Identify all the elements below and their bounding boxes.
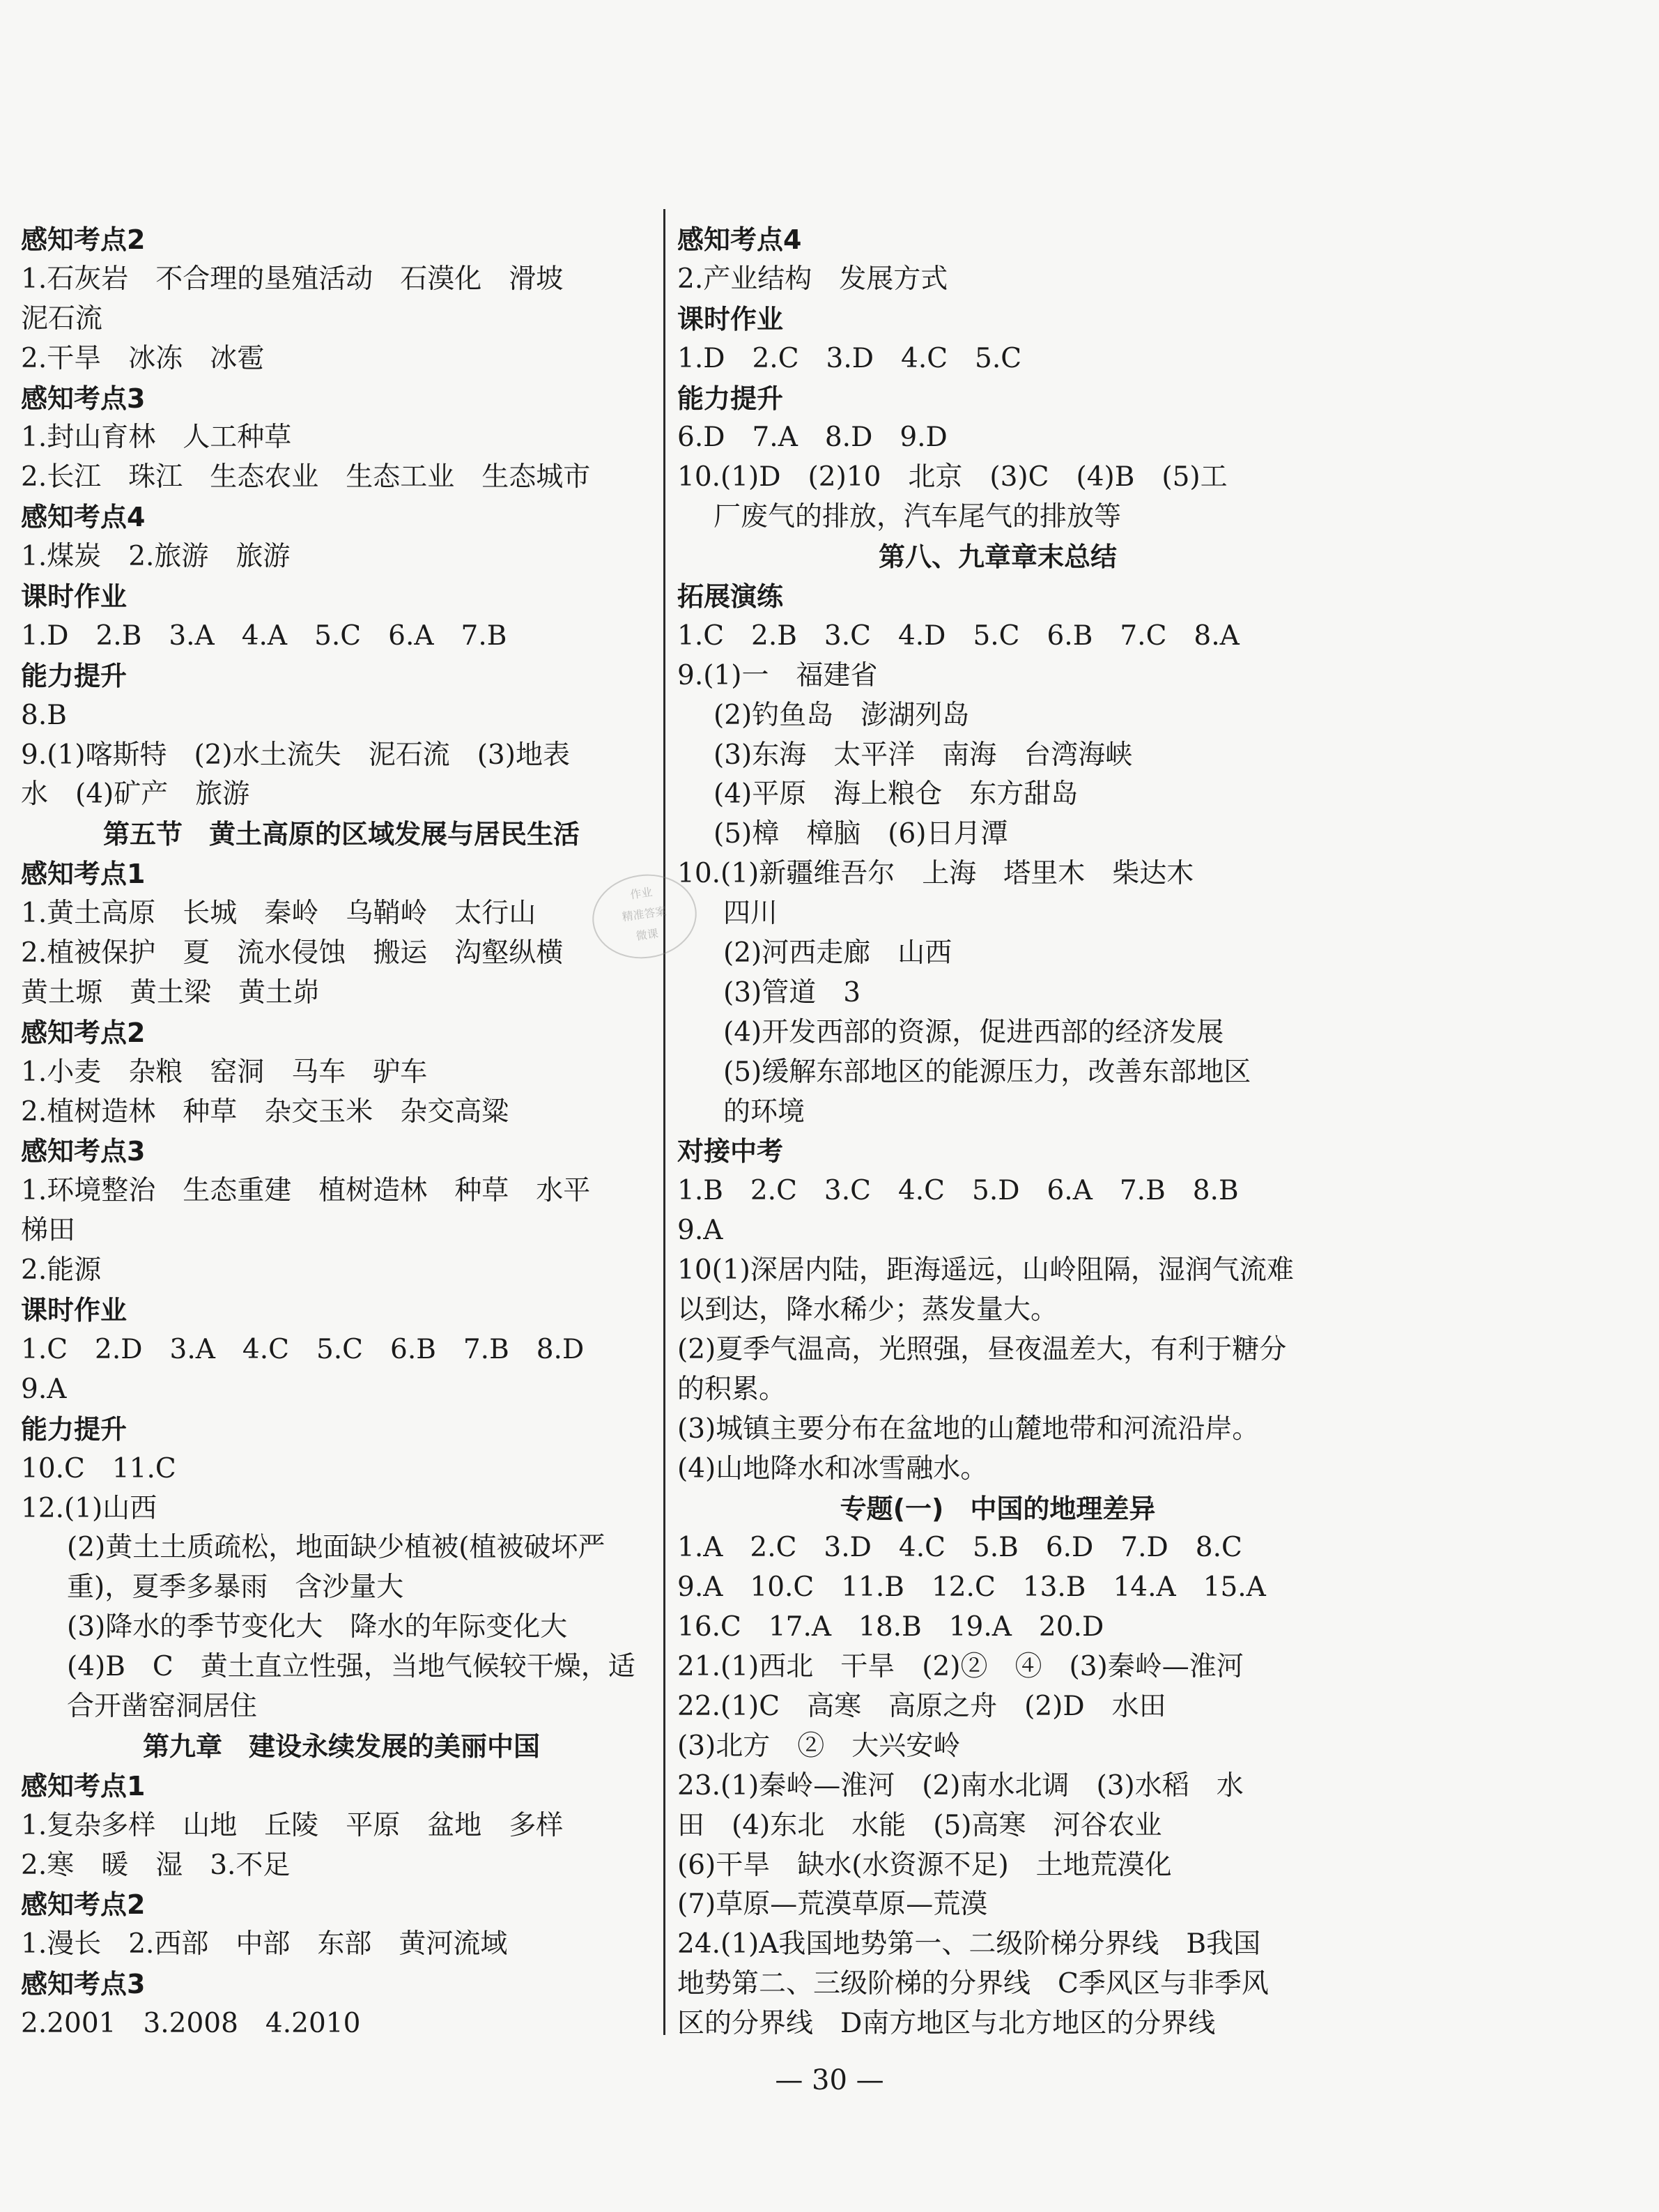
answer-line: (3)城镇主要分布在盆地的山麓地带和河流沿岸。 [677,1413,1260,1445]
left-answer-column [21,220,662,2044]
answer-line: 1.D 2.B 3.A 4.A 5.C 6.A 7.B [21,620,507,652]
answer-line: 黄土塬 黄土梁 黄土峁 [21,976,321,1008]
answer-line: (3)东海 太平洋 南海 台湾海峡 [713,739,1133,771]
answer-line: 10.(1)D (2)10 北京 (3)C (4)B (5)工 [677,461,1228,493]
answer-line: (5)缓解东部地区的能源压力，改善东部地区 [723,1056,1251,1088]
section-heading: 感知考点1 [21,1770,146,1802]
answer-line: 1.封山育林 人工种草 [21,422,292,454]
answer-line: (3)降水的季节变化大 降水的年际变化大 [67,1611,568,1643]
answer-line: 1.漫长 2.西部 中部 东部 黄河流域 [21,1928,508,1960]
answer-line: 2.2001 3.2008 4.2010 [21,2008,361,2040]
answer-line: 16.C 17.A 18.B 19.A 20.D [677,1611,1104,1643]
answer-line: 泥石流 [21,302,103,335]
section-heading: 感知考点2 [21,1889,146,1921]
answer-line: 1.C 2.B 3.C 4.D 5.C 6.B 7.C 8.A [677,620,1240,652]
answer-line: (4)平原 海上粮仓 东方甜岛 [713,778,1079,811]
answer-line: 厂废气的排放，汽车尾气的排放等 [713,501,1122,533]
answer-line: 1.煤炭 2.旅游 旅游 [21,541,291,573]
answer-line: (4)山地降水和冰雪融水。 [677,1452,988,1484]
chapter-title: 第五节 黄土高原的区域发展与居民生活 [102,819,580,850]
answer-line: 21.(1)西北 干旱 (2)② ④ (3)秦岭—淮河 [677,1651,1244,1683]
section-heading: 能力提升 [677,383,784,414]
answer-line: 6.D 7.A 8.D 9.D [677,422,948,454]
answer-line: 2.干旱 冰冻 冰雹 [21,342,265,374]
answer-line: 1.黄土高原 长城 秦岭 乌鞘岭 太行山 [21,898,537,930]
answer-line: 23.(1)秦岭—淮河 (2)南水北调 (3)水稻 水 [677,1769,1244,1802]
section-heading: 感知考点4 [677,224,802,255]
answer-line: 24.(1)A我国地势第一、二级阶梯分界线 B我国 [677,1928,1261,1960]
answer-line: 1.D 2.C 3.D 4.C 5.C [677,342,1022,374]
answer-line: 重)，夏季多暴雨 含沙量大 [67,1572,404,1604]
answer-line: 2.植被保护 夏 流水侵蚀 搬运 沟壑纵横 [21,937,564,969]
section-heading: 感知考点3 [21,1969,146,2000]
right-answer-column [677,220,1318,2044]
answer-line: (2)钓鱼岛 澎湖列岛 [713,699,970,731]
stamp-line: 精准答案 [621,904,668,924]
answer-line: 9.A [677,1215,723,1247]
section-heading: 感知考点2 [21,224,146,255]
chapter-title: 第八、九章章末总结 [878,542,1117,573]
answer-line: 2.长江 珠江 生态农业 生态工业 生态城市 [21,461,591,493]
answer-line: 22.(1)C 高寒 高原之舟 (2)D 水田 [677,1690,1166,1722]
answer-line: 1.环境整治 生态重建 植树造林 种草 水平 [21,1175,591,1207]
answer-line: 10.(1)新疆维吾尔 上海 塔里木 柴达木 [677,858,1194,890]
answer-line: 1.复杂多样 山地 丘陵 平原 盆地 多样 [21,1809,564,1841]
section-heading: 感知考点3 [21,1136,146,1167]
answer-line: 2.寒 暖 湿 3.不足 [21,1849,291,1881]
answer-line: 1.A 2.C 3.D 4.C 5.B 6.D 7.D 8.C [677,1532,1242,1564]
answer-line: (7)草原—荒漠草原—荒漠 [677,1889,988,1921]
stamp-line: 作业 [629,885,654,902]
answer-line: 12.(1)山西 [21,1492,157,1524]
answer-line: 的环境 [723,1096,805,1128]
answer-line: 1.B 2.C 3.C 4.C 5.D 6.A 7.B 8.B [677,1175,1239,1207]
stamp-line: 微课 [635,926,659,943]
answer-line: 区的分界线 D南方地区与北方地区的分界线 [677,2008,1216,2040]
section-heading: 课时作业 [677,303,784,335]
answer-line: 2.产业结构 发展方式 [677,263,948,295]
answer-line: (3)管道 3 [723,976,861,1008]
chapter-title: 第九章 建设永续发展的美丽中国 [142,1730,540,1762]
section-heading: 课时作业 [21,581,128,613]
answer-line: 梯田 [21,1215,76,1247]
answer-line: (3)北方 ② 大兴安岭 [677,1730,961,1762]
answer-line: (6)干旱 缺水(水资源不足) 土地荒漠化 [677,1849,1172,1881]
section-heading: 能力提升 [21,660,128,691]
answer-line: (4)B C 黄土直立性强，当地气候较干燥，适 [67,1651,635,1683]
answer-line: 10(1)深居内陆，距海遥远，山岭阻隔，湿润气流难 [677,1254,1294,1287]
section-heading: 对接中考 [677,1136,784,1167]
section-heading: 感知考点3 [21,383,146,414]
section-heading: 感知考点4 [21,502,146,533]
answer-line: 田 (4)东北 水能 (5)高寒 河谷农业 [677,1809,1162,1841]
answer-line: (2)夏季气温高，光照强，昼夜温差大，有利于糖分 [677,1333,1287,1365]
page-number: — 30 — [775,2064,884,2096]
answer-line: 9.A 10.C 11.B 12.C 13.B 14.A 15.A [677,1572,1266,1604]
section-heading: 感知考点1 [21,859,146,890]
answer-line: 的积累。 [677,1373,787,1405]
answer-line: (2)河西走廊 山西 [723,937,952,969]
answer-line: 地势第二、三级阶梯的分界线 C季风区与非季风 [677,1968,1269,2000]
answer-line: 1.小麦 杂粮 窑洞 马车 驴车 [21,1056,428,1088]
answer-line: 9.(1)一 福建省 [677,659,878,691]
column-divider [663,209,665,2035]
section-heading: 课时作业 [21,1295,128,1326]
answer-line: 9.(1)喀斯特 (2)水土流失 泥石流 (3)地表 [21,739,570,771]
answer-line: 1.C 2.D 3.A 4.C 5.C 6.B 7.B 8.D [21,1333,585,1365]
section-heading: 感知考点2 [21,1017,146,1048]
answer-line: 水 (4)矿产 旅游 [21,778,250,811]
answer-line: 合开凿窑洞居住 [67,1690,258,1722]
answer-line: 2.植树造林 种草 杂交玉米 杂交高粱 [21,1096,509,1128]
answer-line: (2)黄土土质疏松，地面缺少植被(植被破坏严 [67,1532,605,1564]
section-heading: 拓展演练 [677,581,784,613]
chapter-title: 专题(一) 中国的地理差异 [840,1493,1156,1524]
answer-line: 1.石灰岩 不合理的垦殖活动 石漠化 滑坡 [21,263,564,295]
answer-line: 以到达，降水稀少；蒸发量大。 [677,1294,1058,1326]
section-heading: 能力提升 [21,1413,128,1445]
answer-line: 8.B [21,699,67,731]
answer-line: (4)开发西部的资源，促进西部的经济发展 [723,1016,1224,1048]
answer-line: (5)樟 樟脑 (6)日月潭 [713,818,1008,850]
answer-line: 2.能源 [21,1254,102,1287]
answer-line: 10.C 11.C [21,1452,176,1484]
answer-line: 9.A [21,1373,67,1405]
answer-line: 四川 [723,898,778,930]
